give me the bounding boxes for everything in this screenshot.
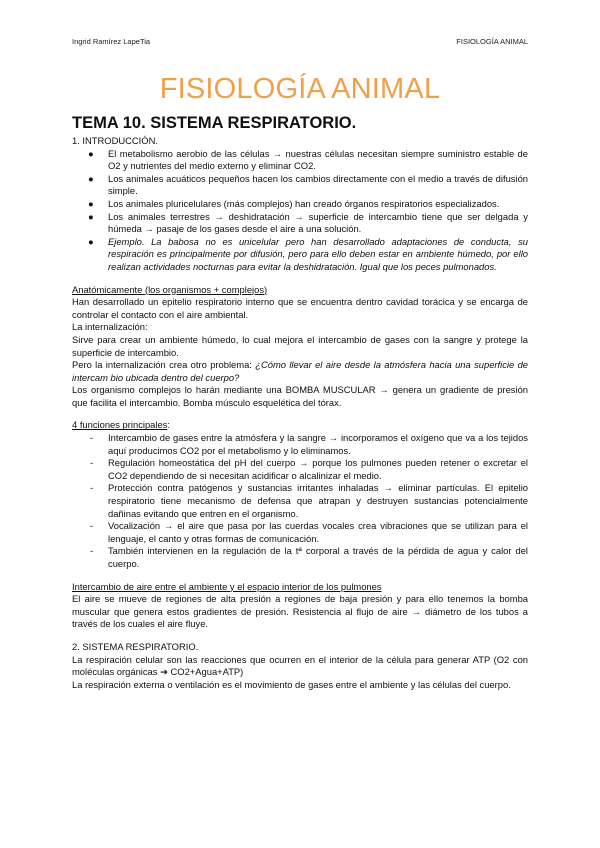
bullet-icon: ●: [88, 147, 94, 159]
list-item: - Vocalización → el aire que pasa por las cuerdas vocales crea vibraciones que se utilizan para el lenguaje, el canto y otras formas de comunicación.: [90, 520, 528, 544]
document-body: [72, 113, 528, 691]
bullet-icon: ●: [88, 172, 94, 184]
list-item: ● El metabolismo aerobio de las células → nuestras células necesitan siempre suministro estable de O2 y nutrientes del medio externo y eliminar CO2.: [88, 147, 528, 172]
document-title: FISIOLOGÍA ANIMAL: [159, 73, 441, 105]
list-item: - También intervienen en la regulación de la tª corporal a través de la pérdida de agua y calor del cuerpo.: [90, 545, 528, 569]
header-author: Ingrid Ramírez LapeTia: [72, 37, 151, 46]
internalization-label: La internalización:: [72, 321, 148, 333]
list-item: ● Ejemplo. La babosa no es unicelular pero han desarrollado adaptaciones de conducta, su respiración es principalmente por difusión, pero para ello deben estar en ambiente húmedo, por ello realizan actividades nocturnas para evitar la deshidratación. Igual que los peces pulmonados.: [88, 235, 528, 272]
anatomy-paragraph: Han desarrollado un epitelio respiratorio interno que se encuentra dentro cavidad torácica y se encarga de controlar el contacto con el aire ambiental.: [72, 296, 528, 320]
intro-bullet-list: [72, 148, 528, 274]
problem-paragraph: Pero la internalización crea otro problema: ¿Cómo llevar el aire desde la atmósfera hacia una superficie de intercam bio ubicada dentro del cuerpo?: [72, 359, 528, 383]
dash-icon: -: [90, 432, 94, 444]
bullet-icon: ●: [88, 197, 94, 209]
exchange-heading: Intercambio de aire entre el ambiente y el espacio interior de los pulmones: [72, 580, 382, 592]
muscle-pump-paragraph: Los organismo complejos lo harán mediante una BOMBA MUSCULAR → genera un gradiente de presión que facilita el intercambio. Bomba músculo esquelética del tórax.: [72, 384, 528, 408]
exchange-paragraph: El aire se mueve de regiones de alta presión a regiones de baja presión y para ello tenemos la bomba muscular que genera estos gradientes de presión. Resistencia al flujo de aire → diámetro de los tubos a través de los cuales el aire fluye.: [72, 593, 528, 630]
list-item: - Intercambio de gases entre la atmósfera y la sangre → incorporamos el oxígeno que va a los tejidos aquí producimos CO2 por el metabolismo y lo eliminamos.: [90, 432, 528, 456]
topic-heading: TEMA 10. SISTEMA RESPIRATORIO.: [72, 114, 357, 132]
dash-icon: -: [90, 520, 94, 532]
anatomy-heading: Anatómicamente (los organismos + complejos): [72, 283, 268, 295]
dash-icon: -: [90, 482, 94, 494]
cellular-respiration-paragraph: La respiración celular son las reacciones que ocurren en el interior de la célula para generar ATP (O2 con moléculas orgánicas ➔ CO2+Agua+ATP): [72, 653, 528, 678]
header-subject: FISIOLOGÍA ANIMAL: [456, 37, 528, 46]
list-item: - Protección contra patógenos y sustancias irritantes inhaladas → eliminar partículas. El epitelio respiratorio tiene mecanismo de defensa que atrapan y destruyen sustancias potencialmente dañinas evitando que entren en el organismo.: [90, 482, 528, 519]
functions-list: [72, 432, 528, 571]
bullet-icon: ●: [88, 210, 94, 222]
list-item: - Regulación homeostática del pH del cuerpo → porque los pulmones pueden retener o excretar el CO2 dependiendo de si necesitan acidificar o alcalinizar el medio.: [90, 457, 528, 481]
list-item: ● Los animales pluricelulares (más complejos) han creado órganos respiratorios especializados.: [88, 197, 500, 209]
list-item: ● Los animales acuáticos pequeños hacen los cambios directamente con el medio a través de difusión simple.: [88, 172, 528, 197]
internalization-paragraph: Sirve para crear un ambiente húmedo, lo cual mejora el intercambio de gases con la sangre y protege la superficie de intercambio.: [72, 333, 528, 358]
list-item: ● Los animales terrestres → deshidratación → superficie de intercambio tiene que ser delgada y húmeda → pasaje de los gases desde el aire a una solución.: [88, 210, 528, 235]
functions-heading: 4 funciones principales:: [72, 419, 170, 431]
intro-heading: 1. INTRODUCCIÓN.: [72, 135, 158, 146]
bullet-icon: ●: [88, 235, 94, 247]
external-respiration-paragraph: La respiración externa o ventilación es el movimiento de gases entre el ambiente y las células del cuerpo.: [72, 678, 511, 690]
dash-icon: -: [90, 545, 94, 557]
section2-heading: 2. SISTEMA RESPIRATORIO.: [72, 640, 199, 652]
dash-icon: -: [90, 457, 94, 469]
